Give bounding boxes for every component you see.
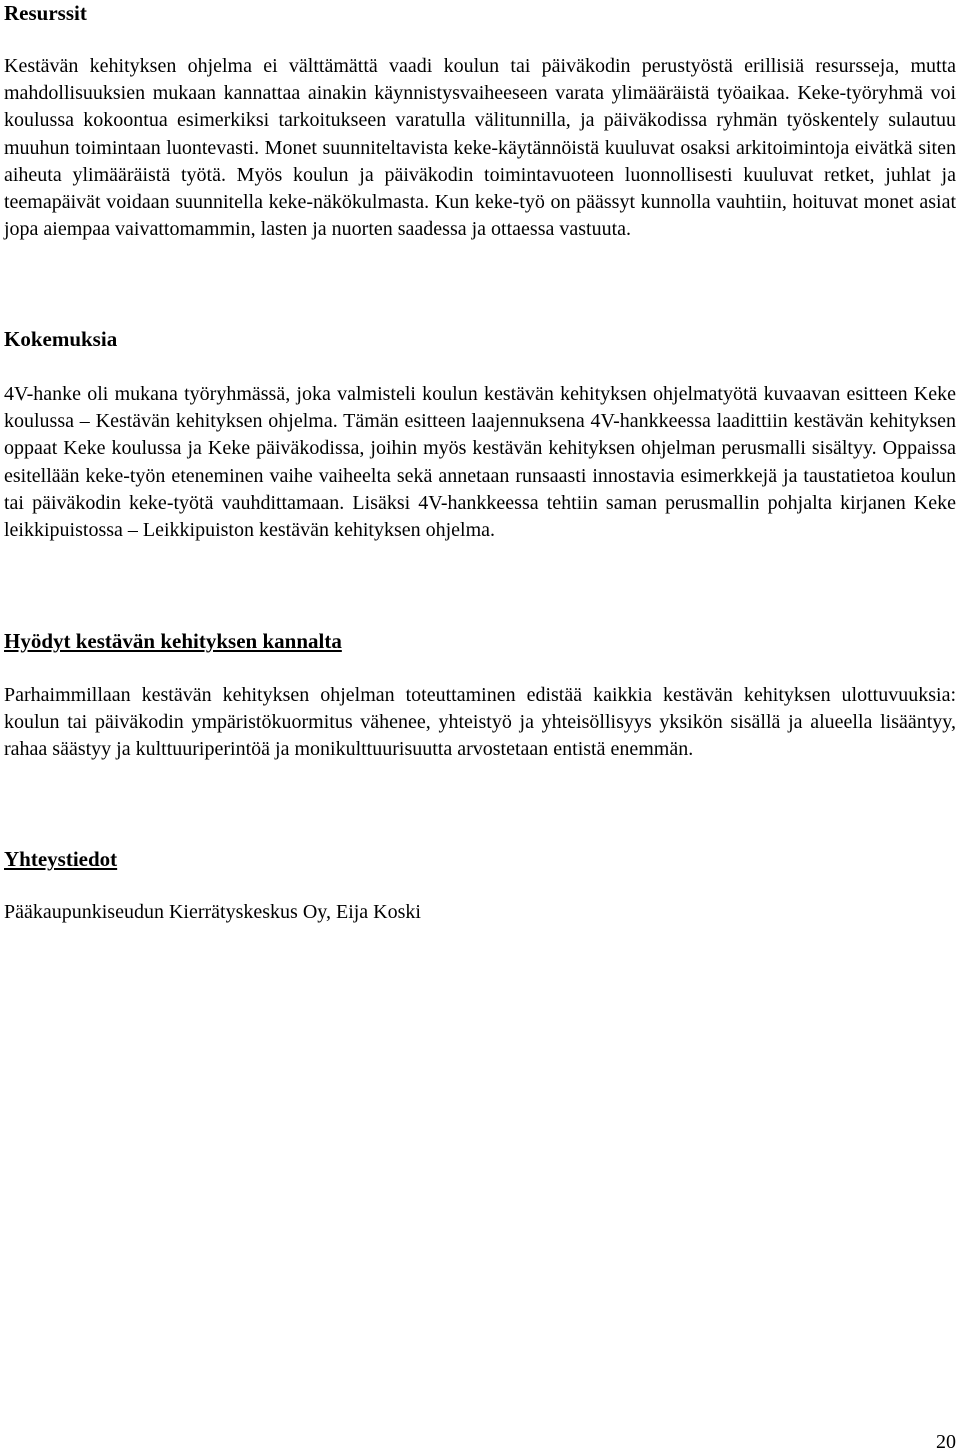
section-heading-kokemuksia: Kokemuksia bbox=[4, 327, 118, 351]
section-body-resurssit: Kestävän kehityksen ohjelma ei välttämättä vaadi koulun tai päiväkodin perustyöstä erillisiä resursseja, mutta mahdollisuuksien mukaan kannattaa ainakin käynnistysvaiheeseen varata ylimääräistä työaikaa. Keke-työryhmä voi koulussa kokoontua esimerkiksi tarkoitukseen varatulla välitunnilla, ja päiväkodissa ryhmän työskentely sulautuu muuhun toimintaan luontevasti. Monet suunniteltavista keke-käytännöistä kuuluvat osaksi arkitoimintoja eivätkä siten aiheuta ylimääräistä työtä. Myös koulun ja päiväkodin toimintavuoteen luonnollisesti kuuluvat retket, juhlat ja teemapäivät voidaan suunnitella keke-näkökulmasta. Kun keke-työ on päässyt kunnolla vauhtiin, hoituvat monet asiat jopa aiempaa vaivattomammin, lasten ja nuorten saadessa ja ottaessa vastuuta. bbox=[4, 55, 956, 241]
section-heading-hyodyt: Hyödyt kestävän kehityksen kannalta bbox=[4, 629, 342, 653]
section-body-kokemuksia: 4V-hanke oli mukana työryhmässä, joka valmisteli koulun kestävän kehityksen ohjelmatyötä kuvaavan esitteen Keke koulussa – Kestävän kehityksen ohjelma. Tämän esitteen laajennuksena 4V-hankkeessa laadittiin kestävän kehityksen oppaat Keke koulussa ja Keke päiväkodissa, joihin myös kestävän kehityksen ohjelman perusmalli sisältyy. Oppaissa esitellään keke-työn eteneminen vaihe vaiheelta sekä annetaan runsaasti innostavia esimerkkejä ja taustatietoa koulun tai päiväkodin keke-työtä vauhdittamaan. Lisäksi 4V-hankkeessa tehtiin saman perusmallin pohjalta kirjanen Keke leikkipuistossa – Leikkipuiston kestävän kehityksen ohjelma. bbox=[4, 383, 956, 542]
section-body-yhteystiedot: Pääkaupunkiseudun Kierrätyskeskus Oy, Eija Koski bbox=[4, 901, 421, 923]
section-body-hyodyt: Parhaimmillaan kestävän kehityksen ohjelman toteuttaminen edistää kaikkia kestävän kehityksen ulottuvuuksia: koulun tai päiväkodin ympäristökuormitus vähenee, yhteistyö ja yhteisöllisyys yksikön sisällä ja alueella lisääntyy, rahaa säästyy ja kulttuuriperintöä ja monikulttuurisuutta arvostetaan entistä enemmän. bbox=[4, 684, 956, 761]
section-heading-yhteystiedot: Yhteystiedot bbox=[4, 847, 118, 871]
section-heading-resurssit: Resurssit bbox=[4, 1, 87, 25]
page-number: 20 bbox=[936, 1431, 956, 1453]
